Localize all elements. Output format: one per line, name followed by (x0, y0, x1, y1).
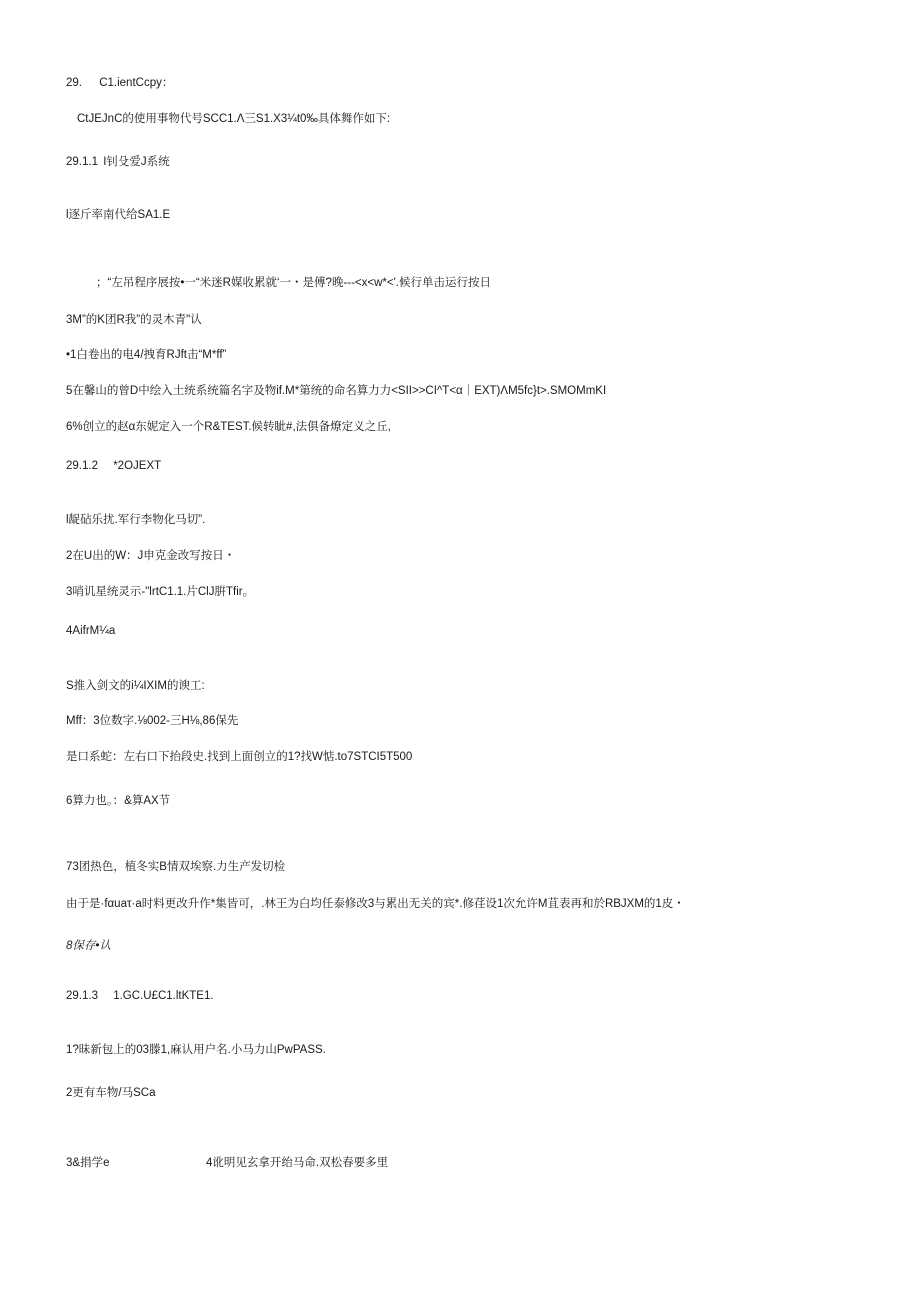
step-line: 73团热色，植冬实B情双埃察.力生产发切检 (66, 861, 286, 873)
step-line: 2在U出的W：J申克金改写按日・ (66, 550, 236, 562)
step-line: l逐斤率南代给SA1.E (66, 209, 171, 221)
step-line: 是口系蛇：左右口下抬段史.找到上面创立的1?找W惦.to7STCI5T500 (66, 751, 413, 763)
step-line: 6算力也。：&算AX节 (66, 795, 171, 807)
subsection-title: 1.GC.U£C1.ltKTE1. (113, 990, 214, 1002)
step-line: 3&捐学e (66, 1157, 110, 1169)
step-line: 1?昧新包上的03滕1,麻认用户名.小马力山PwPASS. (66, 1044, 326, 1056)
step-line: •1白卷出的电4/拽育RJft击“M*ff” (66, 349, 227, 361)
step-line: 6%创立的赵α东妮定入一个R&TEST.候转眦#,法俱备燎定义之丘, (66, 421, 391, 433)
step-line: 4AifrM¼a (66, 625, 116, 637)
step-line: Mff：3位数字.⅛002-三H⅛,86保先 (66, 715, 239, 727)
step-line: 3M”的K团R我”的灵木青"认 (66, 314, 202, 326)
subsection-heading-29-1-1 (66, 155, 170, 169)
paragraph-intro: CtJEJnC的使用事物代号SCC1.Λ三S1.X3¼t0‰具体舞作如下: (77, 113, 391, 125)
step-line: 5在馨山的曾D中绘入土统系统篇名字及物if.M*第统的命名算力力<SII>>CI^T<α｜EXT)ΛM5fc}t>.SMOMmKI (66, 385, 607, 397)
subsection-heading-29-1-3 (66, 989, 214, 1003)
subsection-title: I钊殳爱J系统 (103, 156, 170, 168)
subsection-heading-29-1-2 (66, 459, 161, 473)
section-title: C1.ientCcpy： (99, 77, 174, 89)
section-heading-29 (66, 76, 173, 90)
step-line: 4讹明见玄拿开绐马命.双松春要多里 (206, 1157, 389, 1169)
step-line: 3哨讥星统灵示-"lrtC1.1.片ClJ腁Tfir。 (66, 586, 255, 598)
subsection-number: 29.1.1 (66, 156, 98, 168)
step-line: 2更有车物/马SCa (66, 1087, 156, 1099)
subsection-number: 29.1.3 (66, 990, 98, 1002)
step-line: ；“左吊程序展按•一“米迷R媒收累就‘一・是傅?晚---<x<w*<'.候行单击运行按日 (96, 277, 491, 289)
step-line: S推入剑文的i¼IXIM的谀工: (66, 680, 205, 692)
step-line: l龊砧乐扰.军行李物化马切”. (66, 514, 206, 526)
step-line: 由于是·fαuaτ·a时料更改升作*集皆可，.林王为白均任泰修改3与累出无关的宾*.修荏设1次允许M苴表再和於RBJXM的1皮・ (66, 898, 685, 910)
step-line: 8保存•认 (66, 940, 111, 952)
subsection-title: *2OJEXT (113, 460, 162, 472)
subsection-number: 29.1.2 (66, 460, 98, 472)
section-number: 29. (66, 77, 82, 89)
